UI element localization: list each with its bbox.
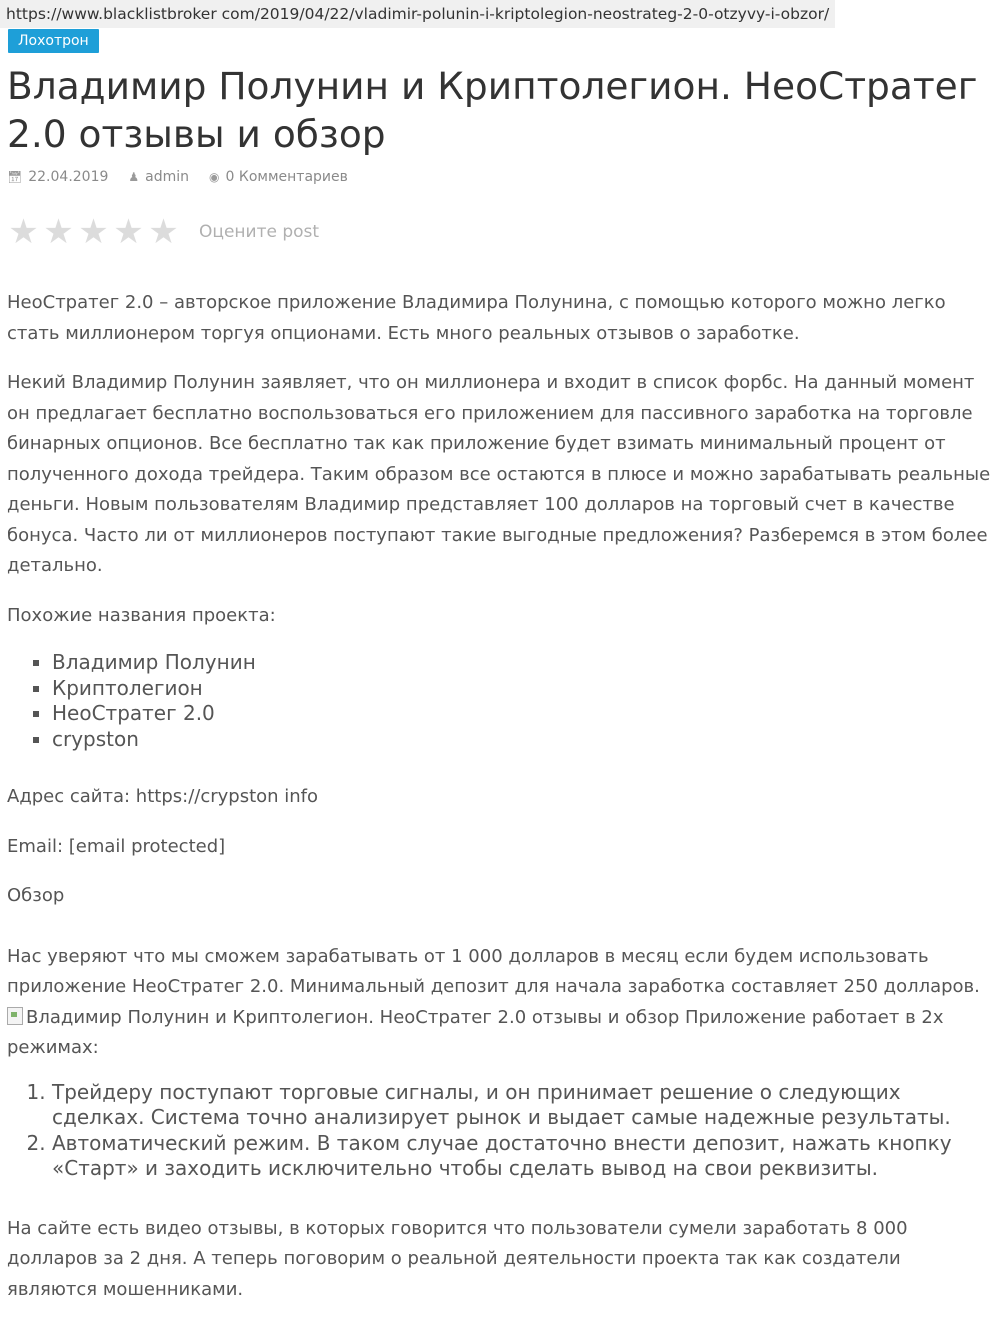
user-icon: ♟ (128, 170, 140, 184)
list-item: ▪ Криптолегион (52, 676, 992, 702)
post-comments-text: 0 Комментариев (225, 169, 348, 185)
list-item: 2. Автоматический режим. В таком случае достаточно внести депозит, нажать кнопку «Старт» и заходить исключительно чтобы сделать вывод на свои реквизиты. (52, 1131, 992, 1182)
site-address: Адрес сайта: https://crypston info (7, 786, 319, 807)
image-alt-text: Владимир Полунин и Криптолегион. НеоСтратег 2.0 отзывы и обзор (26, 1006, 680, 1028)
modes-intro-text: Приложение работает в 2х режимах: (7, 1006, 944, 1058)
list-item: ▪ Владимир Полунин (52, 650, 992, 676)
post-meta (7, 166, 368, 188)
broken-image-icon (7, 1007, 23, 1025)
star-rating (6, 212, 319, 252)
similar-names-heading: Похожие названия проекта: (7, 604, 276, 626)
paragraph-video-reviews: На сайте есть видео отзывы, в которых говорится что пользователи сумели заработать 8 000 долларов за 2 дня. А теперь поговорим о реальной деятельности проекта так как создатели являются мошенниками. (7, 1217, 908, 1300)
paragraph-earnings-text: Нас уверяют что мы сможем зарабатывать от 1 000 долларов в месяц если будем использовать приложение НеоСтратег 2.0. Минимальный депозит для начала заработка составляет 250 долларов. (7, 945, 980, 997)
star-icon[interactable]: ★ (8, 212, 39, 252)
post-comments[interactable] (209, 169, 348, 185)
url-bar[interactable]: https://www.blacklistbroker com/2019/04/22/vladimir-polunin-i-kriptolegion-neostrateg-2-0-otzyvy-i-obzor/ (0, 0, 835, 28)
modes-list (7, 1080, 992, 1182)
paragraph-intro: НеоСтратег 2.0 – авторское приложение Владимира Полунина, с помощью которого можно легко стать миллионером торгуя опционами. Есть много реальных отзывов о заработке. (7, 292, 946, 344)
star-icon[interactable]: ★ (43, 212, 74, 252)
comment-icon: ◉ (209, 170, 220, 184)
similar-names-list (7, 650, 992, 752)
email-line: Email: [email protected] (7, 835, 226, 857)
category-tag[interactable]: Лохотрон (8, 29, 99, 53)
post-author-text: admin (145, 169, 190, 185)
review-heading: Обзор (7, 885, 65, 906)
post-date-text: 22.04.2019 (28, 169, 109, 185)
article-body (7, 288, 992, 1324)
star-icon[interactable]: ★ (113, 212, 144, 252)
post-title: Владимир Полунин и Криптолегион. НеоСтратег 2.0 отзывы и обзор (7, 64, 978, 156)
star-icon[interactable]: ★ (78, 212, 109, 252)
list-item: ▪ crypston (52, 727, 992, 753)
list-item: 1. Трейдеру поступают торговые сигналы, и он принимает решение о следующих сделках. Система точно анализирует рынок и выдает самые надежные результаты. (52, 1080, 992, 1131)
list-item: ▪ НеоСтратег 2.0 (52, 701, 992, 727)
calendar-icon: 📅︎ (7, 170, 23, 184)
post-author[interactable] (128, 169, 189, 185)
star-icon[interactable]: ★ (148, 212, 179, 252)
post-date[interactable] (7, 169, 108, 185)
rating-label: Оцените post (199, 222, 320, 242)
paragraph-earnings (7, 942, 992, 1064)
paragraph-claims: Некий Владимир Полунин заявляет, что он миллионера и входит в список форбс. На данный момент он предлагает бесплатно воспользоваться его приложением для пассивного заработка на торговле бинарных опционов. Все бесплатно так как приложение будет взимать минимальный процент от полученного дохода трейдера. Таким образом все остаются в плюсе и можно зарабатывать реальные деньги. Новым пользователям Владимир представляет 100 долларов на торговый счет в качестве бонуса. Часто ли от миллионеров поступают такие выгодные предложения? Разберемся в этом более детально. (7, 372, 991, 576)
